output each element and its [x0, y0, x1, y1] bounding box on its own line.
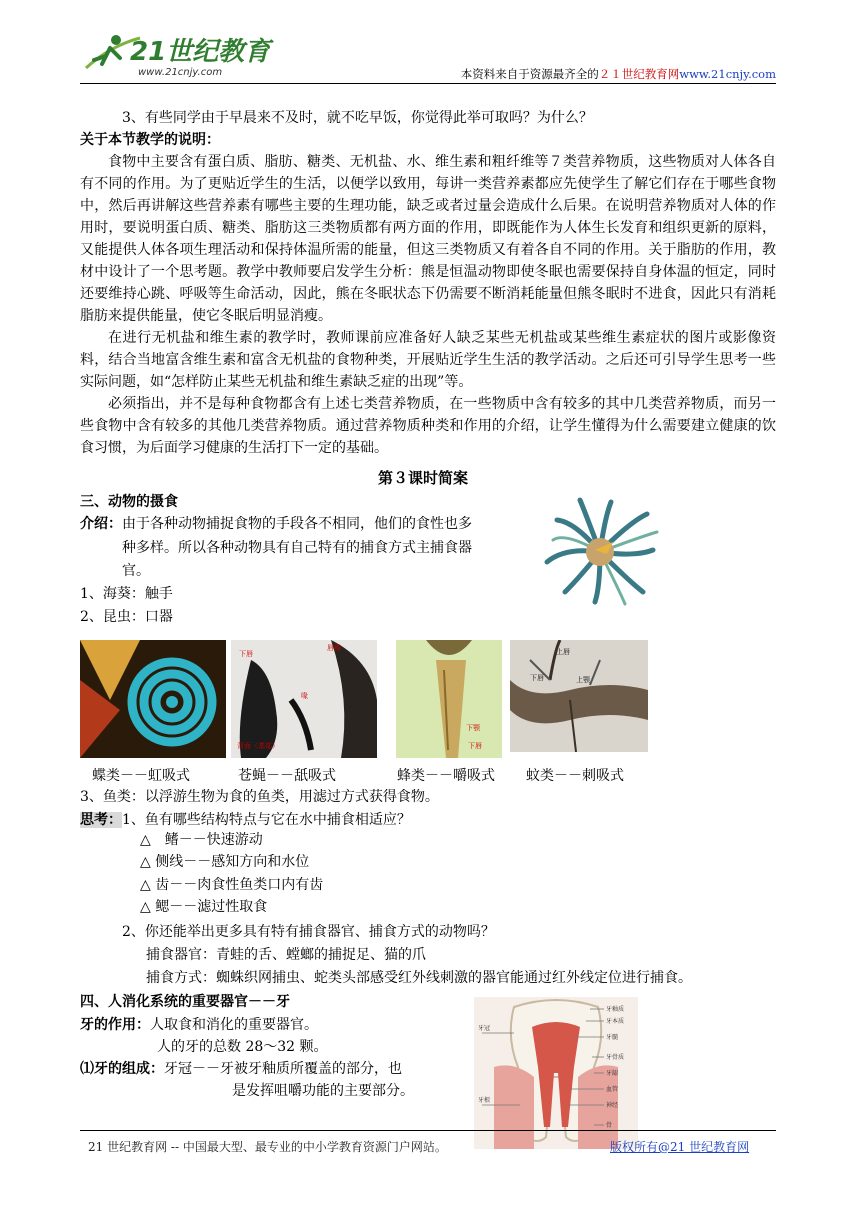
intro-line-1 — [80, 513, 472, 535]
tooth-label-gum: 牙龈 — [606, 1070, 619, 1077]
think-question-1: 1、鱼有哪些结构特点与它在水中捕食相适应？ — [122, 812, 411, 828]
composition-line — [80, 1058, 402, 1080]
paragraph-3: 必须指出，并不是每种食物都含有上述七类营养物质，在一些物质中含有较多的其中几类营养物质，而另一些食物中含有较多的其他几类营养物质。通过营养物质种类和作用的介绍，让学生懂得为什么需要建立健康的饮食习惯，为后面学习健康的生活打下一定的基础。 — [80, 396, 776, 456]
tooth-label-enamel: 牙釉质 — [606, 1006, 625, 1013]
fly-mouthpart-image — [231, 640, 377, 758]
tooth-label-crown: 牙冠 — [478, 1025, 491, 1032]
think-point-2: △ 侧线－－感知方向和水位 — [140, 854, 310, 870]
tooth-label-root: 牙根 — [478, 1097, 491, 1104]
lesson-title: 第３课时简案 — [378, 469, 469, 487]
section-4-heading: 四、人消化系统的重要器官－－牙 — [80, 994, 290, 1010]
think-point-1: △ 鳍－－快速游动 — [140, 832, 263, 848]
paragraph-2: 在进行无机盐和维生素的教学时，教师课前应准备好人缺乏某些无机盐或某些维生素症状的图片或影像资料，结合当地富含维生素和富含无机盐的食物种类，开展贴近学生生活的教学活动。之后还可引导学生思考一些实际问题，如“怎样防止某些无机盐和维生素缺乏症的出现”等。 — [80, 330, 776, 390]
logo-sub: www.21cnjy.com — [138, 67, 223, 78]
mosquito-label-2: 下唇 — [530, 674, 544, 682]
intro-label: 介绍： — [80, 516, 122, 532]
caption-fly: 苍蝇－－舐吸式 — [238, 768, 336, 784]
site-logo — [80, 28, 280, 80]
bee-label-1: 下颚 — [466, 724, 480, 732]
tooth-count: 人的牙的总数 28～32 颗。 — [157, 1039, 328, 1055]
header-note-prefix: 本资料来自于资源最齐全的 — [460, 67, 599, 81]
caption-bee: 蜂类－－嚼吸式 — [397, 768, 495, 784]
paragraph-1: 食物中主要含有蛋白质、脂肪、糖类、无机盐、水、维生素和粗纤维等７类营养物质，这些物质对人体各自有不同的作用。为了更贴近学生的生活，以便学以致用，每讲一类营养素都应先使学生了解它们存在于哪些食物中，然后再讲解这些营养素有哪些主要的生理功能，缺乏或者过量会造成什么后果。在说明营养物质对人体的作用时，要说明蛋白质、糖类、脂肪这三类物质都有两方面的作用，即既能作为人体生长发育和组织更新的原料，又能提供人体各项生理活动和保持体温所需的能量，但这三类物质又有着各自不同的作用。关于脂肪的作用，教材中设计了一个思考题。教学中教师要启发学生分析：熊是恒温动物即使冬眠也需要保持自身体温的恒定，同时还要维持心跳、呼吸等生命活动，因此，熊在冬眠状态下仍需要不断消耗能量但熊冬眠时不进食，因此只有消耗脂肪来提供能量，使它冬眠后明显消瘦。 — [80, 154, 776, 324]
footer-divider — [80, 1130, 776, 1131]
footer-copyright-link[interactable]: 版权所有@21 世纪教育网 — [610, 1140, 750, 1154]
tooth-label-nerve: 神经 — [606, 1102, 619, 1109]
bee-mouthpart-image — [396, 640, 502, 758]
intro-text-1: 由于各种动物捕捉食物的手段各不相同，他们的食性也多 — [122, 516, 472, 532]
item-3: 3、鱼类：以浮游生物为食的鱼类，用滤过方式获得食物。 — [80, 789, 439, 805]
composition-text-1: 牙冠－－牙被牙釉质所覆盖的部分，也 — [164, 1061, 402, 1077]
header-divider — [80, 83, 776, 84]
think-point-4: △ 鳃－－滤过性取食 — [140, 899, 268, 915]
intro-line-3: 官。 — [122, 563, 150, 579]
tooth-label-dentin: 牙本质 — [606, 1018, 625, 1025]
tooth-label-pulp: 牙髓 — [606, 1034, 619, 1041]
mosquito-label-1: 上唇 — [556, 648, 570, 656]
tooth-function-line — [80, 1014, 318, 1036]
header-note-site[interactable]: ２１世纪教育网 — [598, 67, 680, 81]
tooth-label: 牙的作用： — [80, 1017, 150, 1033]
tooth-label-cementum: 牙骨质 — [606, 1054, 625, 1061]
fly-label-3: 喙 — [301, 692, 308, 700]
bee-label-2: 下唇 — [468, 742, 482, 750]
think-line — [80, 809, 411, 831]
butterfly-proboscis-image — [80, 640, 226, 758]
organ-line: 捕食器官：青蛙的舌、螳螂的捕捉足、猫的爪 — [146, 947, 426, 963]
composition-label: ⑴牙的组成： — [80, 1061, 164, 1077]
fly-label-4: 背面（基部） — [237, 742, 279, 750]
explain-heading: 关于本节教学的说明： — [80, 132, 220, 148]
tooth-cross-section-image — [474, 997, 638, 1149]
question-3: 3、有些同学由于早晨来不及时，就不吃早饭，你觉得此举可取吗？为什么？ — [122, 110, 593, 126]
footer-text: 21 世纪教育网 -- 中国最大型、最专业的中小学教育资源门户网站。 — [88, 1140, 447, 1154]
header-note-url[interactable]: www.21cnjy.com — [679, 67, 776, 81]
think-label: 思考： — [80, 812, 122, 828]
section-3-heading: 三、动物的摄食 — [80, 494, 178, 510]
fly-label-2: 唇瓣 — [327, 644, 341, 652]
sea-anemone-image — [535, 492, 665, 610]
tooth-text: 人取食和消化的重要器官。 — [150, 1017, 318, 1033]
item-2: 2、昆虫：口器 — [80, 609, 173, 625]
method-line: 捕食方式：蜘蛛织网捕虫、蛇类头部感受红外线刺激的器官能通过红外线定位进行捕食。 — [146, 970, 692, 986]
composition-text-2: 是发挥咀嚼功能的主要部分。 — [232, 1083, 414, 1099]
intro-line-2: 种多样。所以各种动物具有自己特有的捕食方式主捕食器 — [122, 540, 472, 556]
fly-label-1: 下唇 — [239, 650, 253, 658]
tooth-label-bone: 骨 — [606, 1122, 613, 1129]
mosquito-label-3: 上颚 — [576, 676, 590, 684]
think-point-3: △ 齿－－肉食性鱼类口内有齿 — [140, 877, 324, 893]
caption-butterfly: 蝶类－－虹吸式 — [92, 768, 190, 784]
caption-mosquito: 蚊类－－刺吸式 — [526, 768, 624, 784]
tooth-label-vessel: 血管 — [606, 1086, 619, 1093]
logo-main: 21世纪教育 — [130, 37, 271, 67]
header-note — [461, 66, 776, 82]
item-1: 1、海葵：触手 — [80, 586, 173, 602]
mosquito-mouthpart-image — [510, 640, 648, 752]
think-question-2: 2、你还能举出更多具有特有捕食器官、捕食方式的动物吗？ — [122, 924, 495, 940]
